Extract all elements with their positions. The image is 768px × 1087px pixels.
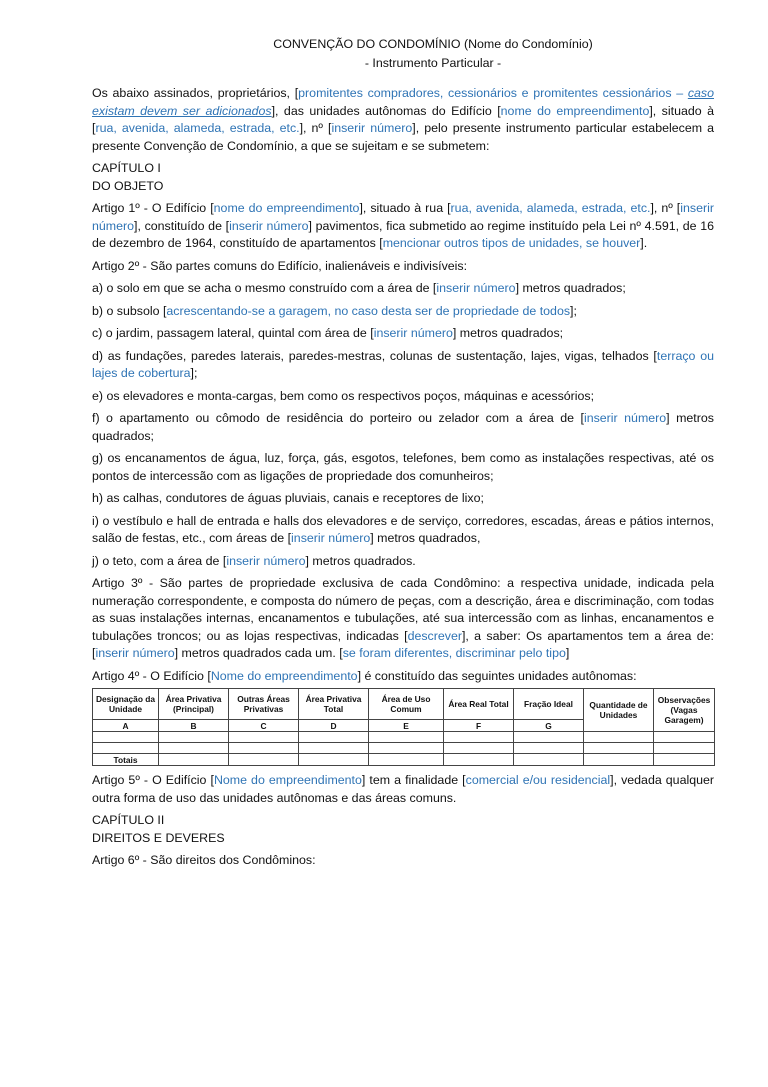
article-3	[92, 575, 714, 663]
table-cell: D	[299, 720, 369, 732]
article-2-item-b	[92, 303, 714, 321]
intro-paragraph	[92, 85, 714, 155]
text: ], situado à rua [	[359, 201, 451, 215]
placeholder-text: acrescentando-se a garagem, no caso desta ser de propriedade de todos	[166, 303, 571, 318]
text: ] pavimentos, fica submetido ao regime instituído pela Lei nº 4.591, de 16 de dezembro de 1964, constituído de apartamentos [	[92, 218, 714, 250]
column-header: Área de Uso Comum	[369, 689, 444, 720]
text: ] tem a finalidade [	[361, 773, 466, 787]
article-2: Artigo 2º - São partes comuns do Edifício, inalienáveis e indivisíveis:	[92, 258, 468, 273]
text: ] metros quadrados.	[305, 553, 416, 568]
table-row	[93, 743, 715, 754]
chapter-heading	[92, 812, 714, 847]
text: ], a saber: Os apartamentos tem a área de: [	[92, 628, 714, 660]
placeholder-text: promitentes compradores, cessionários e promitentes cessionários –	[298, 86, 688, 100]
document-title: CONVENÇÃO DO CONDOMÍNIO (Nome do Condomínio)	[273, 37, 593, 51]
text: ], constituído de [	[134, 218, 230, 233]
text: ];	[570, 303, 577, 318]
placeholder-text: mencionar outros tipos de unidades, se houver	[382, 236, 641, 250]
column-header: Observações (Vagas Garagem)	[654, 689, 715, 732]
text: a) o solo em que se acha o mesmo construído com a área de [	[92, 281, 437, 295]
placeholder-text: inserir número	[436, 281, 516, 295]
placeholder-text: inserir número	[583, 411, 667, 425]
text: Os abaixo assinados, proprietários, [	[92, 86, 299, 100]
text: i) o vestíbulo e hall de entrada e halls dos elevadores e de serviço, corredores, escadas, áreas e pátios internos, salão de festas, etc., com áreas de [	[92, 513, 714, 545]
text: ] metros quadrados cada um. [	[174, 646, 343, 660]
placeholder-text: inserir número	[291, 531, 371, 545]
text: ], vedada qualquer outra forma de uso das unidades autônomas e das áreas comuns.	[92, 773, 715, 805]
text: ], situado à [	[92, 103, 714, 135]
document-page	[92, 36, 714, 875]
column-header: Área Privativa (Principal)	[159, 689, 229, 720]
text: b) o subsolo [	[92, 303, 167, 318]
table-cell: B	[159, 720, 229, 732]
placeholder-text: rua, avenida, alameda, estrada, etc.	[450, 201, 651, 215]
placeholder-text: nome do empreendimento	[213, 201, 360, 215]
article-6: Artigo 6º - São direitos dos Condôminos:	[92, 853, 316, 867]
chapter-title: DIREITOS E DEVERES	[92, 830, 225, 845]
chapter-number: CAPÍTULO II	[92, 813, 165, 827]
article-2-item-c	[92, 325, 714, 343]
article-1	[92, 200, 714, 253]
placeholder-text: descrever	[407, 628, 462, 643]
table-total-row	[93, 754, 715, 766]
text: ], pelo presente instrumento particular estabelecem a presente Convenção de Condomínio, a que se sujeitam e se submetem:	[92, 121, 714, 153]
placeholder-text: inserir número	[229, 218, 309, 233]
placeholder-text: rua, avenida, alameda, estrada, etc.	[95, 121, 300, 135]
article-2-item-g: g) os encanamentos de água, luz, força, gás, esgotos, telefones, bem como as instalações respectivas, até os pontos de intercessão com as ligações de propriedade dos comunheiros;	[92, 451, 714, 483]
placeholder-text: inserir número	[331, 121, 413, 135]
table-cell: F	[444, 720, 514, 732]
placeholder-text: Nome do empreendimento	[210, 668, 358, 683]
placeholder-text: Nome do empreendimento	[213, 773, 362, 787]
column-header: Quantidade de Unidades	[584, 689, 654, 732]
placeholder-text: se foram diferentes, discriminar pelo tipo	[342, 646, 566, 660]
text: Artigo 3º - São partes de propriedade exclusiva de cada Condômino: a respectiva unidade, indicada pela numeração correspondente, e composta do número de peças, com a descrição, área e discriminação, com todas as suas instalações internas, encanamentos e tubulações, até sua intercessão com as linhas, encanamentos e tubulações troncos; ou as lojas respectivas, indicadas [	[92, 576, 714, 643]
placeholder-text: inserir número	[92, 201, 714, 233]
column-header: Fração Ideal	[514, 689, 584, 720]
text: c) o jardim, passagem lateral, quintal com área de [	[92, 326, 374, 340]
placeholder-text: inserir número	[373, 326, 453, 340]
text: j) o teto, com a área de [	[92, 553, 227, 568]
text: f) o apartamento ou cômodo de residência do porteiro ou zelador com a área de [	[92, 411, 584, 425]
table-cell: E	[369, 720, 444, 732]
article-2-item-j	[92, 553, 714, 571]
text: ], das unidades autônomas do Edifício [	[271, 103, 501, 118]
text: d) as fundações, paredes laterais, paredes-mestras, colunas de sustentação, lajes, vigas, telhados [	[92, 348, 657, 363]
table-cell: A	[93, 720, 159, 732]
text: Artigo 5º - O Edifício [	[92, 773, 214, 787]
units-table	[92, 688, 715, 766]
text: Artigo 4º - O Edifício [	[92, 668, 211, 683]
text: ] metros quadrados;	[452, 326, 564, 340]
chapter-title: DO OBJETO	[92, 178, 164, 193]
text: ]	[565, 646, 570, 660]
article-5	[92, 772, 714, 807]
column-header: Designação da Unidade	[93, 689, 159, 720]
text: ];	[190, 366, 198, 380]
text: ] metros quadrados;	[92, 411, 714, 443]
article-2-item-a	[92, 280, 714, 298]
table-cell: C	[229, 720, 299, 732]
text: ] metros quadrados,	[370, 531, 481, 545]
chapter-number: CAPÍTULO I	[92, 161, 161, 175]
text: Artigo 1º - O Edifício [	[92, 201, 214, 215]
text: ] é constituído das seguintes unidades autônomas:	[357, 668, 637, 683]
article-2-item-h: h) as calhas, condutores de águas pluviais, canais e receptores de lixo;	[92, 491, 484, 505]
text: ].	[640, 236, 648, 250]
text: ], nº [	[650, 201, 681, 215]
placeholder-text: inserir número	[95, 646, 175, 660]
table-cell: Totais	[93, 754, 159, 766]
article-4	[92, 668, 714, 686]
text: ], nº [	[299, 121, 332, 135]
table-cell: G	[514, 720, 584, 732]
placeholder-text: nome do empreendimento	[500, 103, 650, 118]
chapter-heading	[92, 160, 714, 195]
article-2-item-e: e) os elevadores e monta-cargas, bem como os respectivos poços, máquinas e acessórios;	[92, 388, 595, 403]
column-header: Área Privativa Total	[299, 689, 369, 720]
article-2-item-f	[92, 410, 714, 445]
placeholder-text: inserir número	[226, 553, 306, 568]
text: ] metros quadrados;	[515, 281, 626, 295]
column-header: Outras Áreas Privativas	[229, 689, 299, 720]
article-2-item-d	[92, 348, 714, 383]
document-subtitle: - Instrumento Particular -	[364, 55, 502, 70]
placeholder-text: comercial e/ou residencial	[465, 773, 611, 787]
article-2-item-i	[92, 513, 714, 548]
column-header: Área Real Total	[444, 689, 514, 720]
table-row	[93, 732, 715, 743]
placeholder-text: terraço ou lajes de cobertura	[92, 348, 714, 380]
placeholder-text: caso existam devem ser adicionados	[92, 86, 715, 118]
